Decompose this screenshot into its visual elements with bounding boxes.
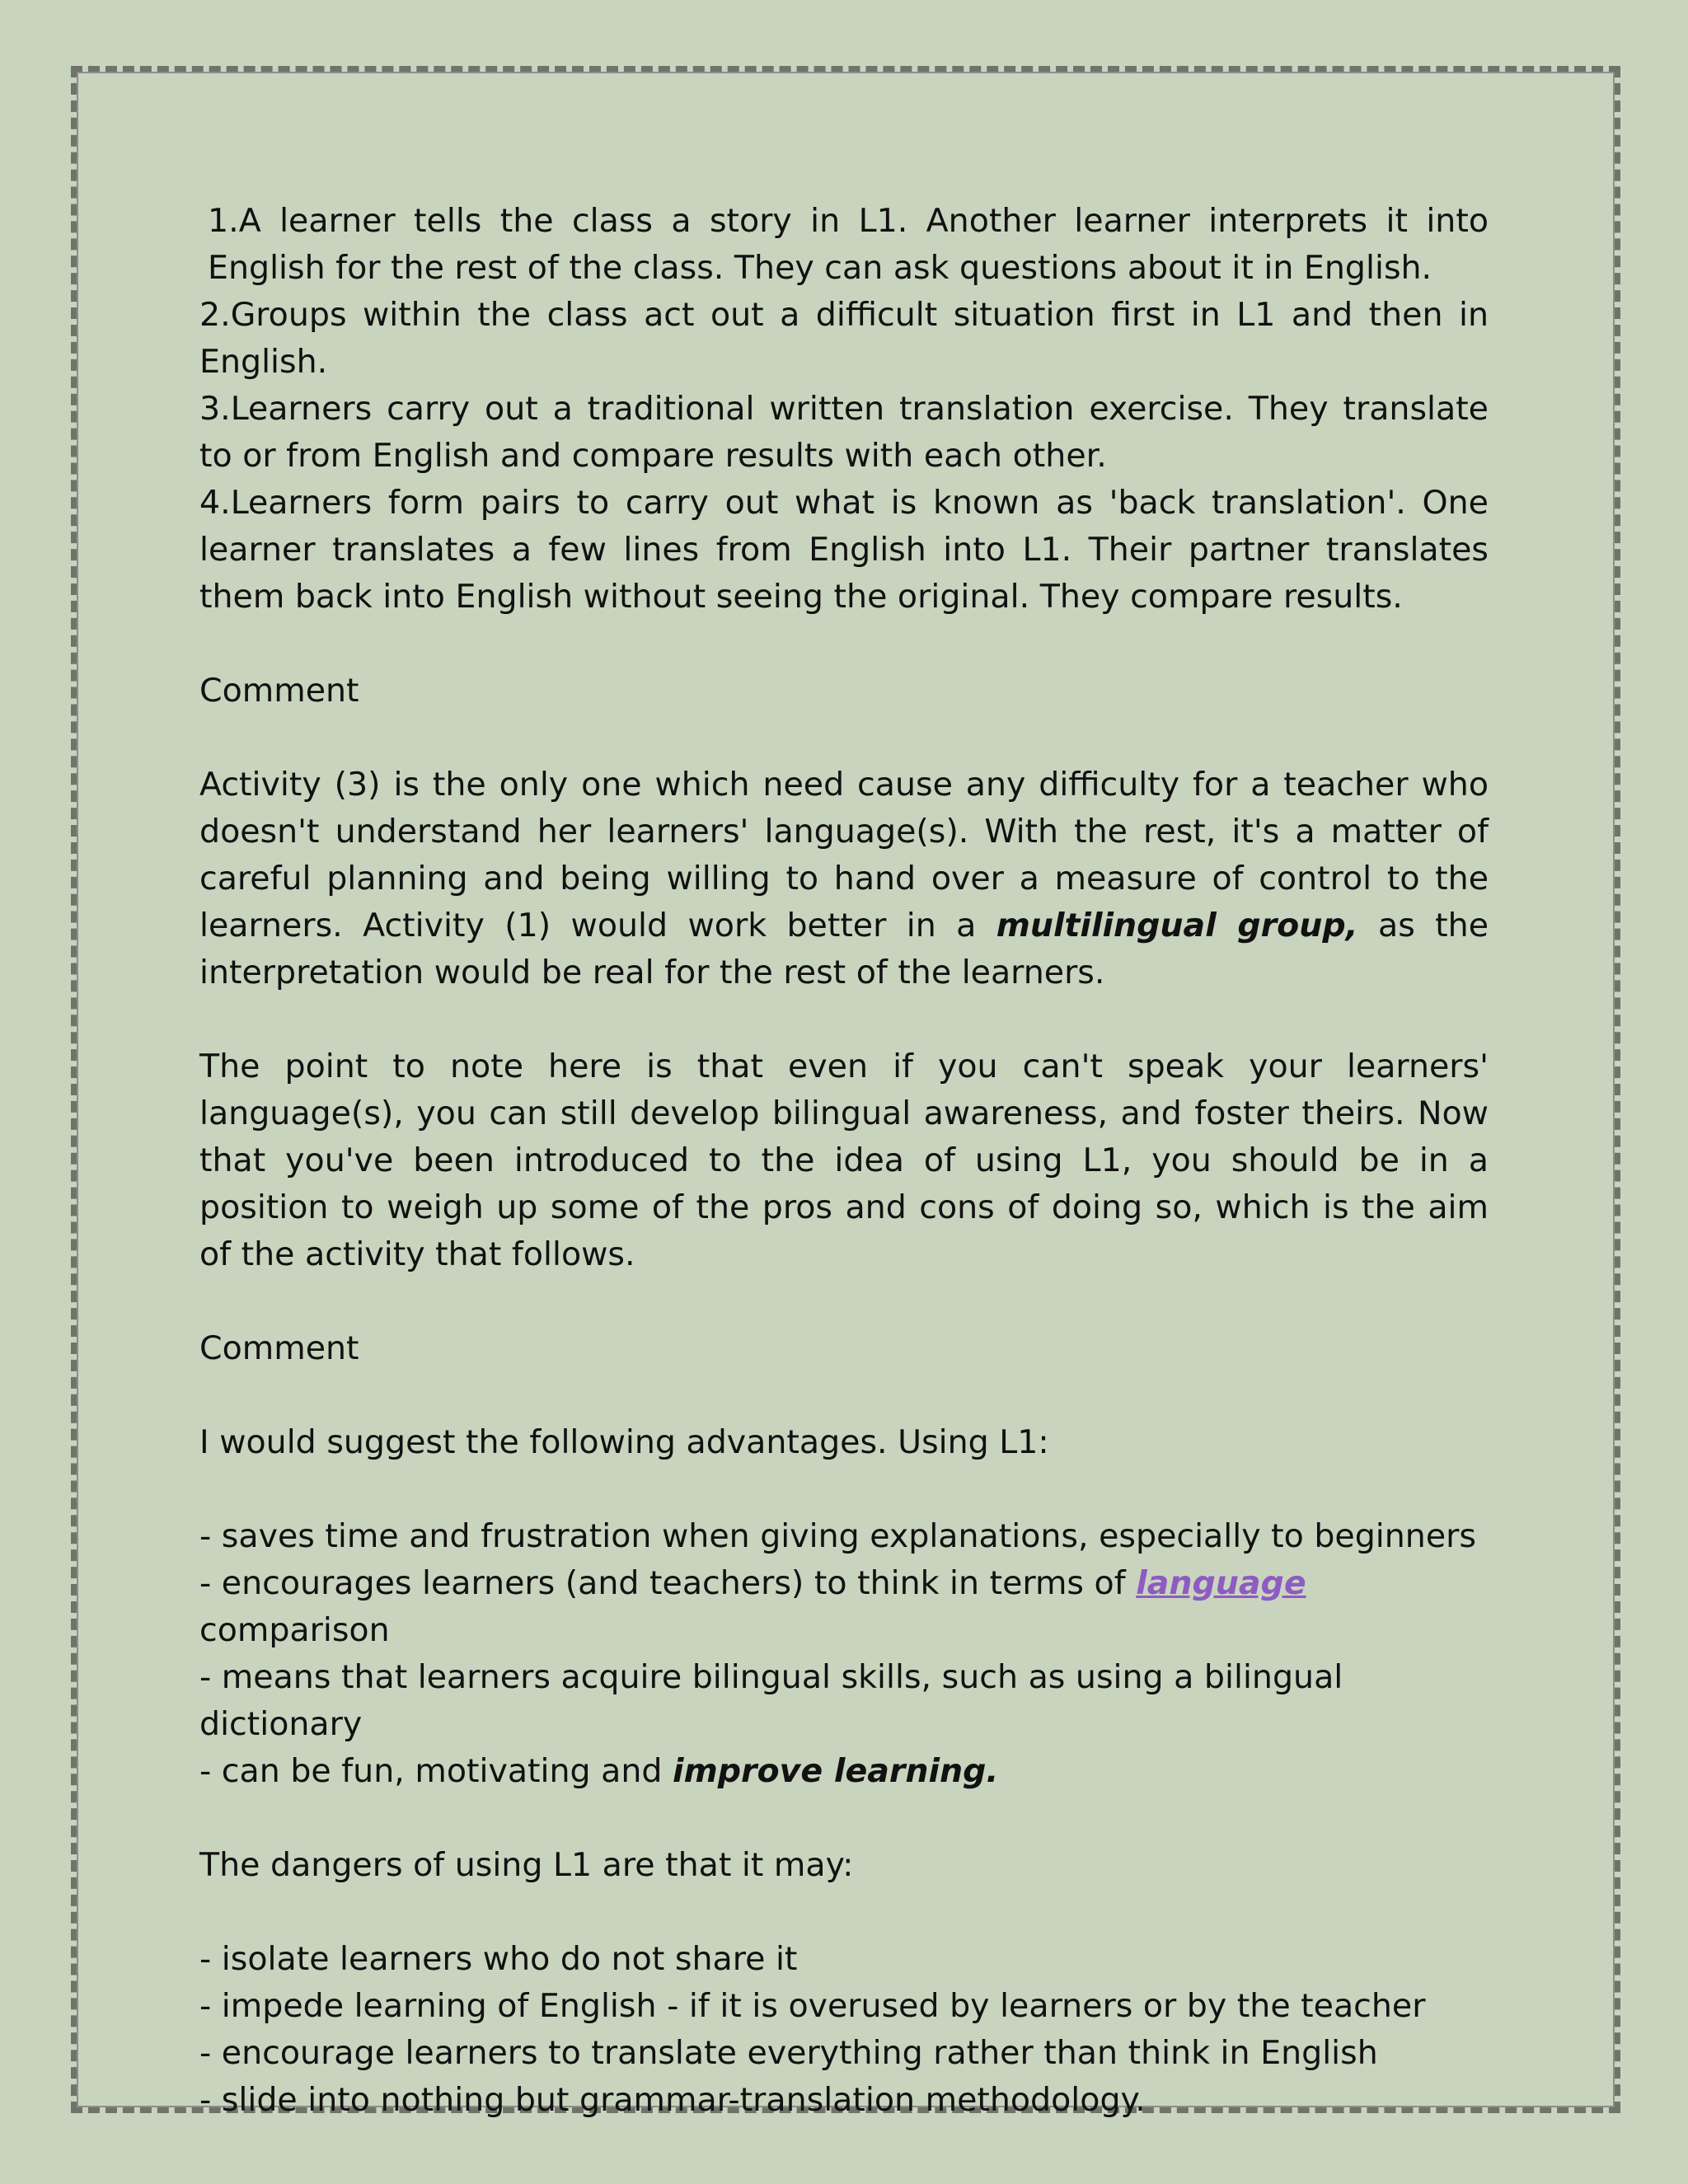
activity-text: Groups within the class act out a difficult situation first in L1 and then in English. [199,296,1489,381]
document-body [199,198,1489,2124]
activity-number: 3. [199,390,231,428]
activity-text: A learner tells the class a story in L1. Another learner interprets it into English for the rest of the class. They can ask questions about it in English. [208,202,1489,287]
danger-item: - encourage learners to translate everything rather than think in English [199,2034,1378,2072]
activity-1 [199,198,1489,292]
advantages-intro: I would suggest the following advantages. Using L1: [199,1423,1049,1461]
activity-number: 1. [208,202,239,240]
advantage-item: - saves time and frustration when giving explanations, especially to beginners [199,1517,1476,1555]
danger-item: - impede learning of English - if it is overused by learners or by the teacher [199,1987,1426,2025]
activity-number: 4. [199,484,231,522]
dangers-intro: The dangers of using L1 are that it may: [199,1846,854,1884]
advantage-item: - can be fun, motivating and improve learning. [199,1752,999,1790]
comment-paragraph: Activity (3) is the only one which need cause any difficulty for a teacher who doesn't understand her learners' language(s). With the rest, it's a matter of careful planning and being willing to hand over a measure of control to the learners. Activity (1) would work better in a multilingual group, as the interpretation would be real for the rest of the learners. [199,766,1489,991]
danger-item: - isolate learners who do not share it [199,1940,798,1978]
emphasis-improve-learning: improve learning. [673,1752,999,1790]
comment-heading: Comment [199,672,359,710]
advantage-item: - encourages learners (and teachers) to think in terms of language comparison [199,1564,1306,1649]
activity-text: Learners carry out a traditional written translation exercise. They translate to or from English and compare results with each other. [199,390,1489,475]
activity-4 [199,480,1489,621]
emphasis-multilingual-group: multilingual group, [996,907,1358,944]
point-paragraph: The point to note here is that even if you can't speak your learners' language(s), you can still develop bilingual awareness, and foster theirs. Now that you've been introduced to the idea of using L1, you should be in a position to weigh up some of the pros and cons of doing so, which is the aim of the activity that follows. [199,1047,1489,1273]
activity-2 [199,292,1489,386]
activity-3 [199,386,1489,480]
language-link[interactable]: language [1136,1564,1306,1602]
activity-number: 2. [199,296,231,334]
activity-text: Learners form pairs to carry out what is known as 'back translation'. One learner translates a few lines from English into L1. Their partner translates them back into English without seeing the original. They compare results. [199,484,1489,616]
comment-heading: Comment [199,1329,359,1367]
danger-item: - slide into nothing but grammar-translation methodology. [199,2081,1146,2119]
advantage-item: - means that learners acquire bilingual skills, such as using a bilingual dictionary [199,1658,1343,1743]
